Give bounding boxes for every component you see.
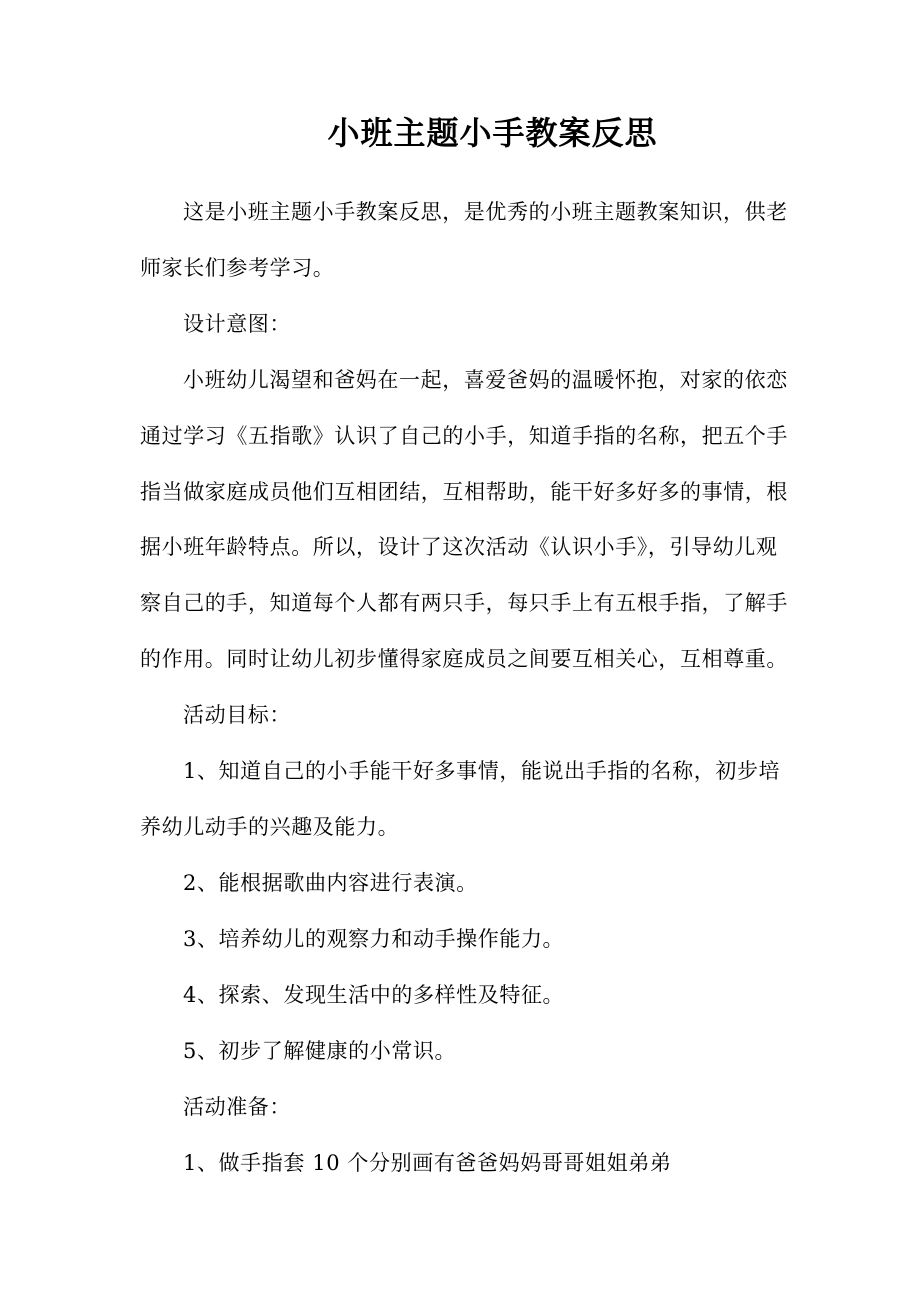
document-title: 小班主题小手教案反思 [327, 114, 658, 152]
paragraph-intro-line-1: 这是小班主题小手教案反思，是优秀的小班主题教案知识，供老 [183, 200, 788, 224]
section-heading-design-intent: 设计意图： [183, 312, 291, 336]
objective-item-2: 2、能根据歌曲内容进行表演。 [183, 871, 478, 895]
objective-item-4: 4、探索、发现生活中的多样性及特征。 [183, 983, 565, 1007]
paragraph-design-line-1: 小班幼儿渴望和爸妈在一起，喜爱爸妈的温暖怀抱，对家的依恋 [183, 368, 788, 392]
paragraph-design-line-4: 据小班年龄特点。所以，设计了这次活动《认识小手》，引导幼儿观 [140, 535, 778, 559]
objective-item-1-line-1: 1、知道自己的小手能干好多事情，能说出手指的名称，初步培 [183, 759, 781, 783]
objective-item-3: 3、培养幼儿的观察力和动手操作能力。 [183, 927, 565, 951]
paragraph-design-line-5: 察自己的手，知道每个人都有两只手，每只手上有五根手指，了解手 [140, 591, 788, 615]
preparation-item-1: 1、做手指套 10 个分别画有爸爸妈妈哥哥姐姐弟弟 [183, 1151, 672, 1175]
paragraph-design-line-2: 通过学习《五指歌》认识了自己的小手，知道手指的名称，把五个手 [140, 424, 788, 448]
paragraph-design-line-3: 指当做家庭成员他们互相团结，互相帮助，能干好多好多的事情，根 [140, 480, 788, 504]
section-heading-objectives: 活动目标： [183, 703, 291, 727]
paragraph-design-line-6: 的作用。同时让幼儿初步懂得家庭成员之间要互相关心，互相尊重。 [140, 647, 788, 671]
paragraph-intro-line-2: 师家长们参考学习。 [140, 256, 335, 280]
objective-item-1-line-2: 养幼儿动手的兴趣及能力。 [140, 815, 400, 839]
objective-item-5: 5、初步了解健康的小常识。 [183, 1039, 457, 1063]
section-heading-preparation: 活动准备： [183, 1095, 291, 1119]
